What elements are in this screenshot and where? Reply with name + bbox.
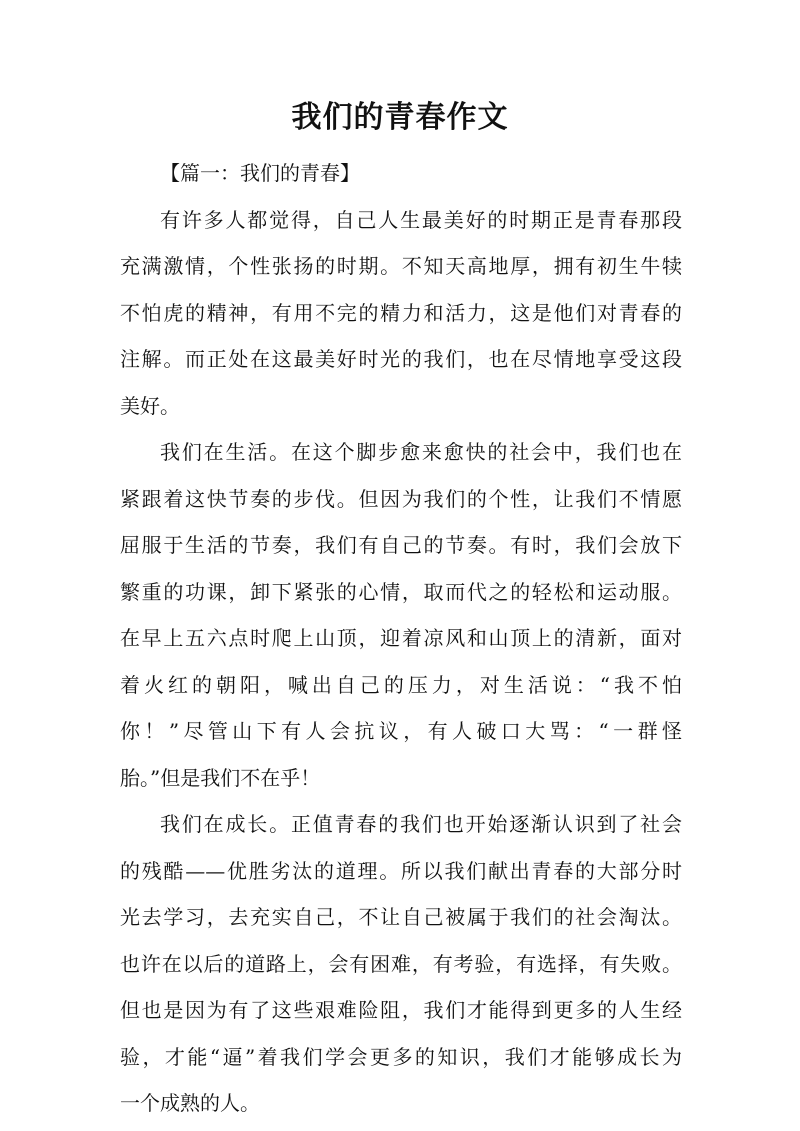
paragraph-line: 在早上五六点时爬上山顶，迎着凉风和山顶上的清新，面对 (120, 626, 682, 650)
paragraph-line: 我们在生活。在这个脚步愈来愈快的社会中，我们也在 (160, 440, 682, 464)
paragraph-line: 光去学习，去充实自己，不让自己被属于我们的社会淘汰。 (120, 905, 682, 929)
paragraph-line: 美好。 (120, 393, 180, 418)
paragraph-line: 有许多人都觉得，自己人生最美好的时期正是青春那段 (160, 207, 682, 232)
paragraph-line: 繁重的功课，卸下紧张的心情，取而代之的轻松和运动服。 (120, 579, 682, 604)
document-body (120, 150, 682, 1127)
paragraph-line: 不怕虎的精神，有用不完的精力和活力，这是他们对青春的 (120, 300, 682, 325)
paragraph-line: 屈服于生活的节奏，我们有自己的节奏。有时，我们会放下 (120, 533, 682, 557)
paragraph-2 (120, 429, 682, 801)
document-title: 我们的青春作文 (291, 100, 509, 135)
paragraph-line: 你！”尽管山下有人会抗议，有人破口大骂：“一群怪 (120, 719, 682, 743)
paragraph-line: 的残酷——优胜劣汰的道理。所以我们献出青春的大部分时 (120, 858, 682, 883)
section-heading: 【篇一：我们的青春】 (160, 161, 360, 185)
paragraph-1 (120, 197, 682, 430)
paragraph-line: 着火红的朝阳，喊出自己的压力，对生活说：“我不怕 (120, 672, 682, 697)
paragraph-line: 也许在以后的道路上，会有困难，有考验，有选择，有失败。 (120, 951, 682, 976)
paragraph-line: 注解。而正处在这最美好时光的我们，也在尽情地享受这段 (120, 347, 682, 371)
paragraph-line: 我们在成长。正值青春的我们也开始逐渐认识到了社会 (160, 812, 682, 836)
paragraph-line: 充满激情，个性张扬的时期。不知天高地厚，拥有初生牛犊 (120, 254, 682, 278)
paragraph-line: 胎。”但是我们不在乎！ (120, 765, 321, 790)
paragraph-line: 紧跟着这快节奏的步伐。但因为我们的个性，让我们不情愿 (120, 486, 682, 511)
paragraph-3 (120, 801, 682, 1127)
paragraph-line: 验，才能“逼”着我们学会更多的知识，我们才能够成长为 (120, 1044, 682, 1069)
paragraph-line: 一个成熟的人。 (120, 1091, 260, 1115)
paragraph-line: 但也是因为有了这些艰难险阻，我们才能得到更多的人生经 (120, 998, 682, 1022)
